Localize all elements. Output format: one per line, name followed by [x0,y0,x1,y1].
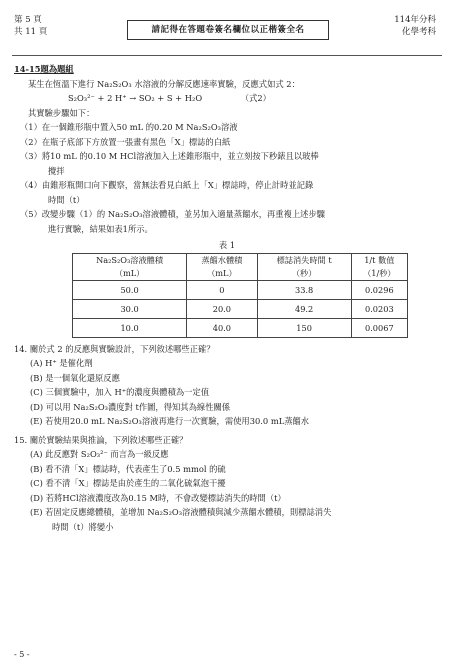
step-3 [20,149,440,164]
results-table [72,253,408,338]
header-label: 蒸餾水體積 [201,255,243,265]
header-cell [257,253,351,280]
intro-text: 某生在恆溫下進行 Na₂S₂O₃ 水溶液的分解反應速率實驗，反應式如式 2： [28,78,300,89]
step-text: 將10 mL 的0.10 M HCl溶液加入上述錐形瓶中，並立刻按下秒錶且以玻棒 [41,151,319,161]
table-row [73,318,408,337]
table-cell: 20.0 [187,299,257,318]
option-c: (C) 三個實驗中，加入 H⁺的濃度與體積為一定值 [30,387,210,397]
main-content [14,62,440,534]
header-divider [12,55,442,56]
signature-notice: 請記得在答題卷簽名欄位以正楷簽全名 [127,20,329,40]
table-row [73,299,408,318]
step-number: （1） [20,122,42,132]
header-label: 標誌消失時間 t [276,255,332,265]
header-cell [73,253,187,280]
header-unit: （mL） [114,267,145,278]
table-row [73,280,408,299]
page-footer-number: - 5 - [14,650,30,659]
option-e-continued: 時間（t）將變小 [52,521,114,532]
header-cell [351,253,407,280]
step-number: （2） [20,136,42,147]
table-cell: 150 [257,318,351,337]
page-number: 第 5 頁 [14,15,42,25]
steps-intro: 其實驗步驟如下： [28,107,95,118]
step-text: 在瓶子底部下方放置一張畫有黑色「X」標誌的白紙 [41,136,231,147]
step-4 [20,178,440,193]
option-c: (C) 看不清「X」標誌是由於產生的二氧化硫氣泡干擾 [30,478,226,488]
table-cell: 40.0 [187,318,257,337]
page-number-block [14,14,47,38]
table-cell: 10.0 [73,318,187,337]
step-text: 改變步驟（1）的 Na₂S₂O₃溶液體積，並另加入適量蒸餾水，再重複上述步驟 [41,209,326,219]
reaction-equation [14,91,440,106]
exam-year: 114年分科 [394,15,436,25]
option-a: (A) H⁺ 是催化劑 [30,358,93,368]
step-3-continued: 攪拌 [48,165,65,176]
table-cell: 30.0 [73,299,187,318]
header-unit: （mL） [207,267,237,278]
step-4-continued: 時間（t） [48,194,85,205]
header-label: 1/t 數值 [364,255,395,265]
step-text: 在一個錐形瓶中置入50 mL 的0.20 M Na₂S₂O₃溶液 [41,122,238,132]
table-caption: 表 1 [218,240,236,250]
question-stem: 14. 關於式 2 的反應與實驗設計，下列敘述哪些正確？ [14,343,215,354]
option-d: (D) 可以用 Na₂S₂O₃濃度對 t作圖，得知其為線性關係 [30,401,231,412]
table-cell: 0.0203 [351,299,407,318]
step-text: 由錐形瓶開口向下觀察，當無法看見白紙上「X」標誌時，停止計時並記錄 [41,180,314,190]
step-1 [20,120,440,135]
table-cell: 0 [187,280,257,299]
exam-info-block [394,14,436,38]
table-header-row [73,253,408,280]
option-b: (B) 是一個氧化還原反應 [30,372,120,383]
option-b: (B) 看不清「X」標誌時，代表產生了0.5 mmol 的硫 [30,463,226,474]
question-stem: 15. 關於實驗結果與推論，下列敘述哪些正確？ [14,434,188,445]
option-e: (E) 若使用20.0 mL Na₂S₂O₃溶液再進行一次實驗，需使用30.0 mL蒸餾水 [30,416,310,426]
table-cell: 0.0296 [351,280,407,299]
step-number: （5） [20,209,42,219]
option-a: (A) 此反應對 S₂O₃²⁻ 而言為一級反應 [30,449,169,459]
header-cell [187,253,257,280]
question-15 [14,433,440,535]
step-number: （3） [20,151,42,161]
header-unit: （1/秒） [363,267,396,278]
total-pages: 共 11 頁 [14,27,48,37]
step-2 [20,135,440,150]
option-e: (E) 若固定反應總體積，並增加 Na₂S₂O₃溶液體積與減少蒸餾水體積，則標誌消失 [30,507,332,517]
option-d: (D) 若將HCl溶液濃度改為0.15 M時，不會改變標誌消失的時間（t） [30,492,286,503]
question-14 [14,342,440,429]
exam-subject: 化學考科 [401,27,436,37]
table-cell: 49.2 [257,299,351,318]
table-cell: 0.0067 [351,318,407,337]
step-number: （4） [20,180,42,190]
table-cell: 33.8 [257,280,351,299]
question-group-title: 14-15題為題組 [14,64,74,74]
step-5-continued: 進行實驗，結果如表1所示。 [48,223,153,234]
equation-tag: （式2） [240,93,271,103]
step-5 [20,207,440,222]
table-cell: 50.0 [73,280,187,299]
header-label: Na₂S₂O₃溶液體積 [96,255,164,265]
header-unit: （秒） [291,267,317,278]
equation-formula: S₂O₃²⁻ + 2 H⁺ → SO₂ + S + H₂O [68,93,203,103]
